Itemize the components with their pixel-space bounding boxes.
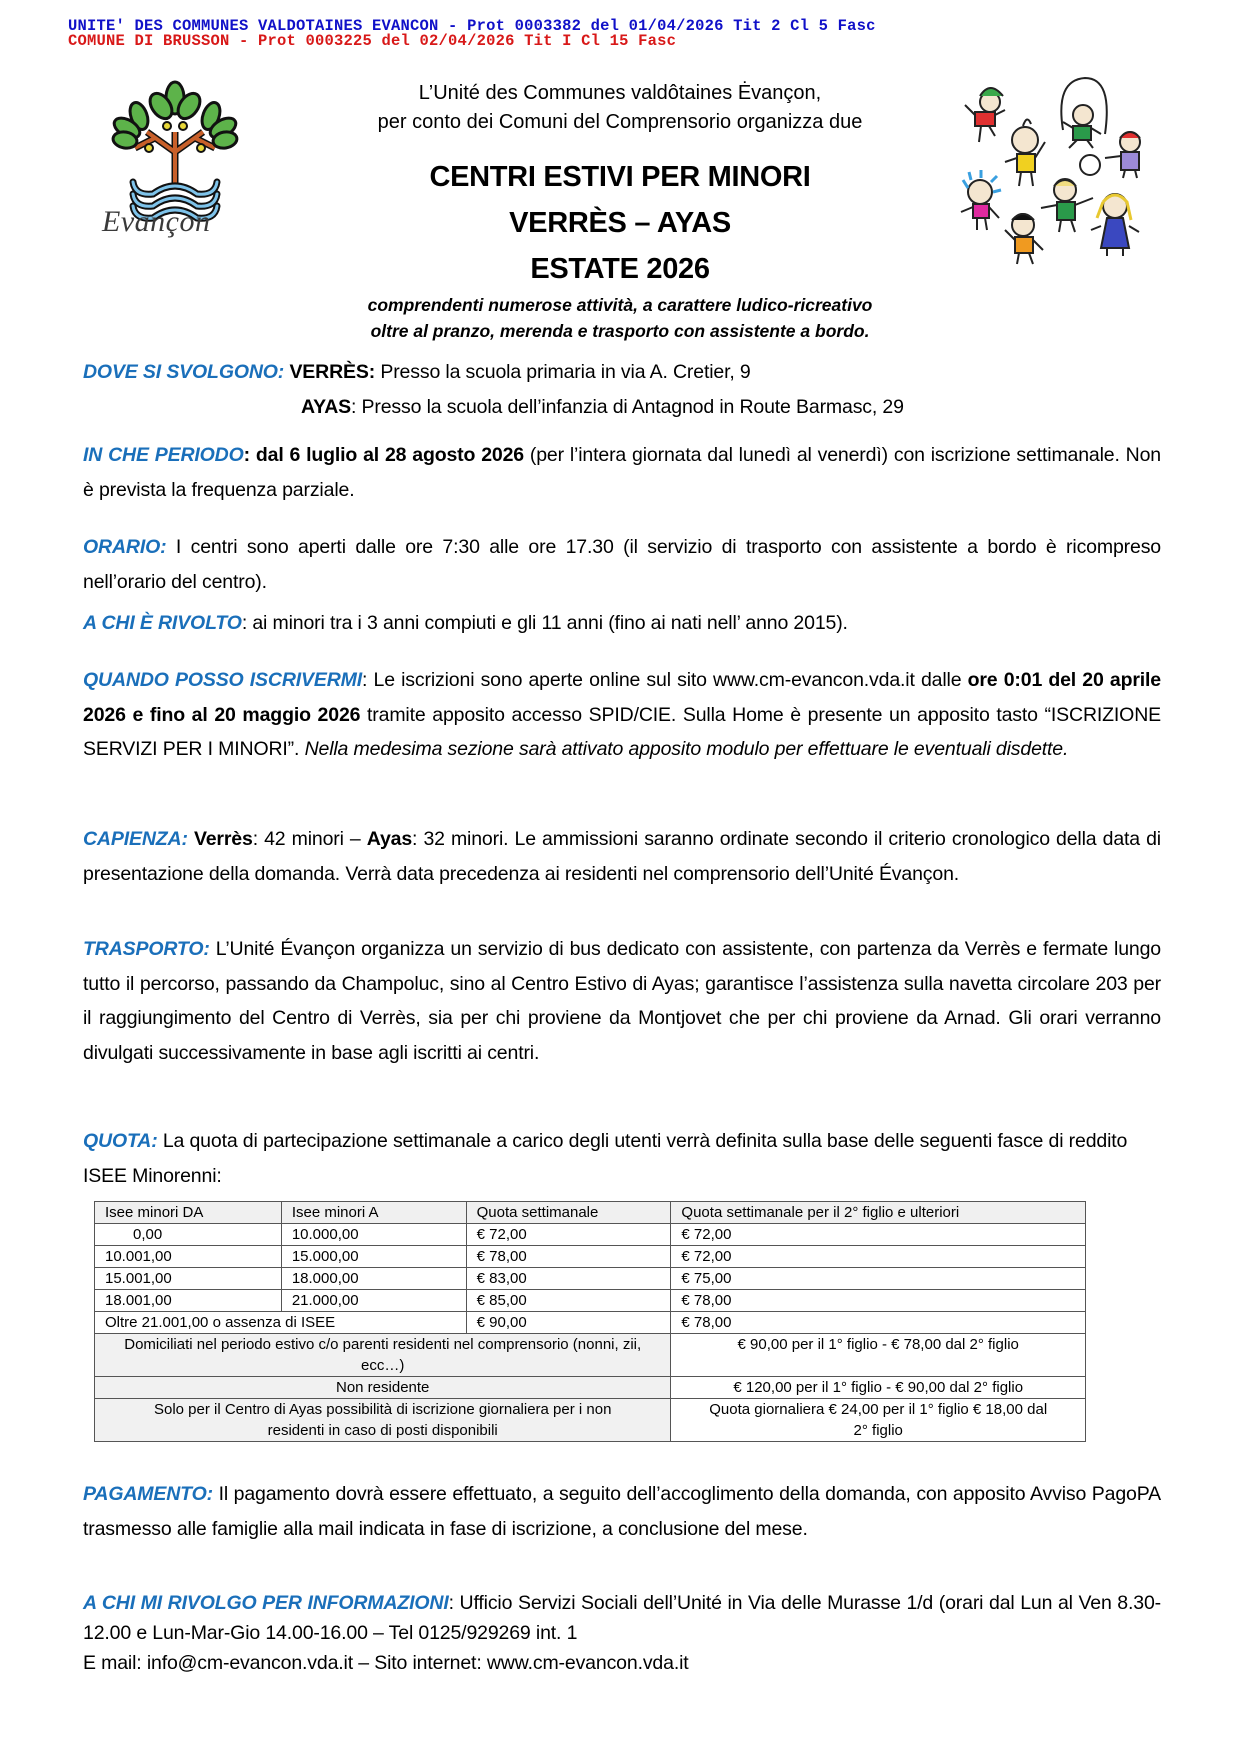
quota-text: La quota di partecipazione settimanale a carico degli utenti verrà definita sulla base delle seguenti fasce di reddito ISEE Minorenni: — [83, 1130, 1128, 1187]
table-row-non-residente — [95, 1377, 1086, 1399]
capienza-verres-text: : 42 minori – — [252, 828, 367, 850]
table-row-domiciliati — [95, 1334, 1086, 1377]
cell-quota: € 83,00 — [466, 1268, 671, 1290]
section-label-orario: ORARIO: — [83, 536, 167, 558]
header-isee-a: Isee minori A — [281, 1202, 466, 1224]
table-row — [95, 1246, 1086, 1268]
rivolto-text: : ai minori tra i 3 anni compiuti e gli 11 anni (fino ai nati nell’ anno 2015). — [241, 612, 848, 634]
section-label-pagamento: PAGAMENTO: — [83, 1483, 213, 1505]
cell-isee-a: 15.000,00 — [281, 1246, 466, 1268]
page-title-line-2: VERRÈS – AYAS — [509, 207, 731, 239]
cell-quota-2: € 75,00 — [671, 1268, 1086, 1290]
cell-quota-2: € 78,00 — [671, 1290, 1086, 1312]
section-informazioni — [83, 1588, 1161, 1678]
page-title-line-1: CENTRI ESTIVI PER MINORI — [429, 161, 811, 193]
cell-quota: € 90,00 — [466, 1312, 671, 1334]
cell-domiciliati-label: Domiciliati nel periodo estivo c/o parenti residenti nel comprensorio (nonni, zii, ecc…) — [95, 1334, 671, 1377]
periodo-dates: : dal 6 luglio al 28 agosto 2026 — [243, 444, 524, 466]
capienza-ayas-label: Ayas — [366, 828, 413, 850]
table-row — [95, 1290, 1086, 1312]
iscrizione-text-1: : Le iscrizioni sono aperte online sul sito www.cm-evancon.vda.it dalle — [362, 669, 968, 691]
cell-quota-2: € 78,00 — [671, 1312, 1086, 1334]
section-capienza — [83, 822, 1161, 891]
fee-table — [94, 1201, 1086, 1442]
iscrizione-disdette-note: Nella medesima sezione sarà attivato apposito modulo per effettuare le eventuali disdette. — [304, 738, 1069, 760]
ayas-location: : Presso la scuola dell’infanzia di Antagnod in Route Barmasc, 29 — [351, 395, 904, 418]
trasporto-text: L’Unité Évançon organizza un servizio di bus dedicato con assistente, con partenza da Verrès e fermate lungo tutto il percorso, passando da Champoluc, sino al Centro Estivo di Ayas; garantisce l’assistenza sulla navetta circolare 203 per il raggiungimento del Centro di Verrès, sia per chi proviene da Montjovet che per chi proviene da Arnad. Gli orari verranno divulgati successivamente in base agli iscritti ai centri. — [83, 938, 1161, 1064]
section-orario — [83, 530, 1161, 599]
header-quota-settimanale: Quota settimanale — [466, 1202, 671, 1224]
header-quota-secondo-figlio: Quota settimanale per il 2° figlio e ulteriori — [671, 1202, 1086, 1224]
table-row — [95, 1268, 1086, 1290]
subtitle-line-2: oltre al pranzo, merenda e trasporto con assistente a bordo. — [370, 321, 870, 341]
section-label-rivolto: A CHI È RIVOLTO — [83, 612, 242, 634]
protocol-stamp-unite: UNITE' DES COMMUNES VALDOTAINES EVANCON - Prot 0003382 del 01/04/2026 Tit 2 Cl 5 Fasc — [68, 17, 876, 35]
ayas-label: AYAS — [301, 395, 351, 418]
section-quota — [83, 1124, 1161, 1193]
periodo-text: (per l’intera giornata dal lunedì al venerdì) con iscrizione settimanale. Non è prevista la frequenza parziale. — [83, 444, 1161, 501]
section-label-informazioni: A CHI MI RIVOLGO PER INFORMAZIONI — [83, 1592, 449, 1614]
cell-isee-da: 10.001,00 — [95, 1246, 282, 1268]
pagamento-text: Il pagamento dovrà essere effettuato, a seguito dell’accoglimento della domanda, con apposito Avviso PagoPA trasmesso alle famiglie alla mail indicata in fase di iscrizione, a conclusione del mese. — [83, 1483, 1161, 1540]
cell-quota-2: € 72,00 — [671, 1224, 1086, 1246]
cell-quota-2: € 72,00 — [671, 1246, 1086, 1268]
table-row-oltre — [95, 1312, 1086, 1334]
cell-quota: € 72,00 — [466, 1224, 671, 1246]
table-row — [95, 1224, 1086, 1246]
cell-isee-da: 0,00 — [95, 1224, 282, 1246]
contact-email-website: E mail: info@cm-evancon.vda.it – Sito internet: www.cm-evancon.vda.it — [83, 1652, 689, 1674]
orario-text: I centri sono aperti dalle ore 7:30 alle ore 17.30 (il servizio di trasporto con assistente a bordo è ricompreso nell’orario del centro). — [83, 536, 1161, 593]
cell-quota: € 85,00 — [466, 1290, 671, 1312]
iscrizione-dates: ore 0:01 del 20 aprile 2026 e fino al 20 maggio 2026 — [83, 669, 1161, 726]
capienza-ayas-text: : 32 minori. Le ammissioni saranno ordinate secondo il criterio cronologico della data di presentazione della domanda. Verrà data precedenza ai residenti nel comprensorio dell’Unité Évançon. — [83, 828, 1161, 885]
capienza-verres-label: Verrès — [193, 828, 253, 850]
cell-isee-a: 18.000,00 — [281, 1268, 466, 1290]
iscrizione-text-2: tramite apposito accesso SPID/CIE. Sulla Home è presente un apposito tasto “ISCRIZIONE SERVIZI PER I MINORI”. — [83, 703, 1161, 760]
cell-domiciliati-value: € 90,00 per il 1° figlio - € 78,00 dal 2° figlio — [671, 1334, 1086, 1377]
table-row-giornaliera — [95, 1399, 1086, 1442]
cell-giornaliera-value: Quota giornaliera € 24,00 per il 1° figlio € 18,00 dal 2° figlio — [671, 1399, 1086, 1442]
section-periodo — [83, 438, 1161, 507]
intro-line-2: per conto dei Comuni del Comprensorio organizza due — [377, 111, 863, 133]
section-label-quota: QUOTA: — [83, 1130, 158, 1152]
verres-location: Presso la scuola primaria in via A. Cretier, 9 — [375, 361, 751, 383]
section-label-iscrizione: QUANDO POSSO ISCRIVERMI — [83, 669, 363, 691]
cell-quota: € 78,00 — [466, 1246, 671, 1268]
cell-non-residente-label: Non residente — [95, 1377, 671, 1399]
cell-isee-a: 21.000,00 — [281, 1290, 466, 1312]
section-trasporto — [83, 932, 1161, 1070]
section-iscrizione — [83, 663, 1161, 767]
cell-isee-a: 10.000,00 — [281, 1224, 466, 1246]
informazioni-text: : Ufficio Servizi Sociali dell’Unité in Via delle Murasse 1/d (orari dal Lun al Ven 8.30-12.00 e Lun-Mar-Gio 14.00-16.00 – Tel 0125/929269 int. 1 — [83, 1592, 1161, 1644]
page-title-line-3: ESTATE 2026 — [530, 253, 710, 285]
section-rivolto — [83, 606, 1161, 641]
cell-giornaliera-label: Solo per il Centro di Ayas possibilità di iscrizione giornaliera per i non residenti in caso di posti disponibili — [95, 1399, 671, 1442]
section-label-periodo: IN CHE PERIODO — [83, 444, 244, 466]
verres-label: VERRÈS: — [289, 361, 376, 383]
cell-isee-da: 15.001,00 — [95, 1268, 282, 1290]
section-label-dove: DOVE SI SVOLGONO: — [83, 361, 285, 383]
section-pagamento — [83, 1477, 1161, 1546]
intro-line-1: L’Unité des Communes valdôtaines Ėvançon, — [418, 82, 822, 104]
section-label-trasporto: TRASPORTO: — [83, 938, 210, 960]
protocol-stamp-brusson: COMUNE DI BRUSSON - Prot 0003225 del 02/04/2026 Tit I Cl 15 Fasc — [68, 32, 677, 50]
cell-non-residente-value: € 120,00 per il 1° figlio - € 90,00 dal 2° figlio — [671, 1377, 1086, 1399]
children-playing-illustration-icon — [935, 70, 1150, 270]
header-isee-da: Isee minori DA — [95, 1202, 282, 1224]
section-dove — [83, 355, 1161, 424]
section-label-capienza: CAPIENZA: — [83, 828, 188, 850]
subtitle-line-1: comprendenti numerose attività, a carattere ludico-ricreativo — [367, 295, 873, 315]
cell-oltre-label: Oltre 21.001,00 o assenza di ISEE — [95, 1312, 467, 1334]
cell-isee-da: 18.001,00 — [95, 1290, 282, 1312]
fee-table-header — [95, 1202, 1086, 1224]
logo-text: Evançon — [102, 205, 211, 238]
